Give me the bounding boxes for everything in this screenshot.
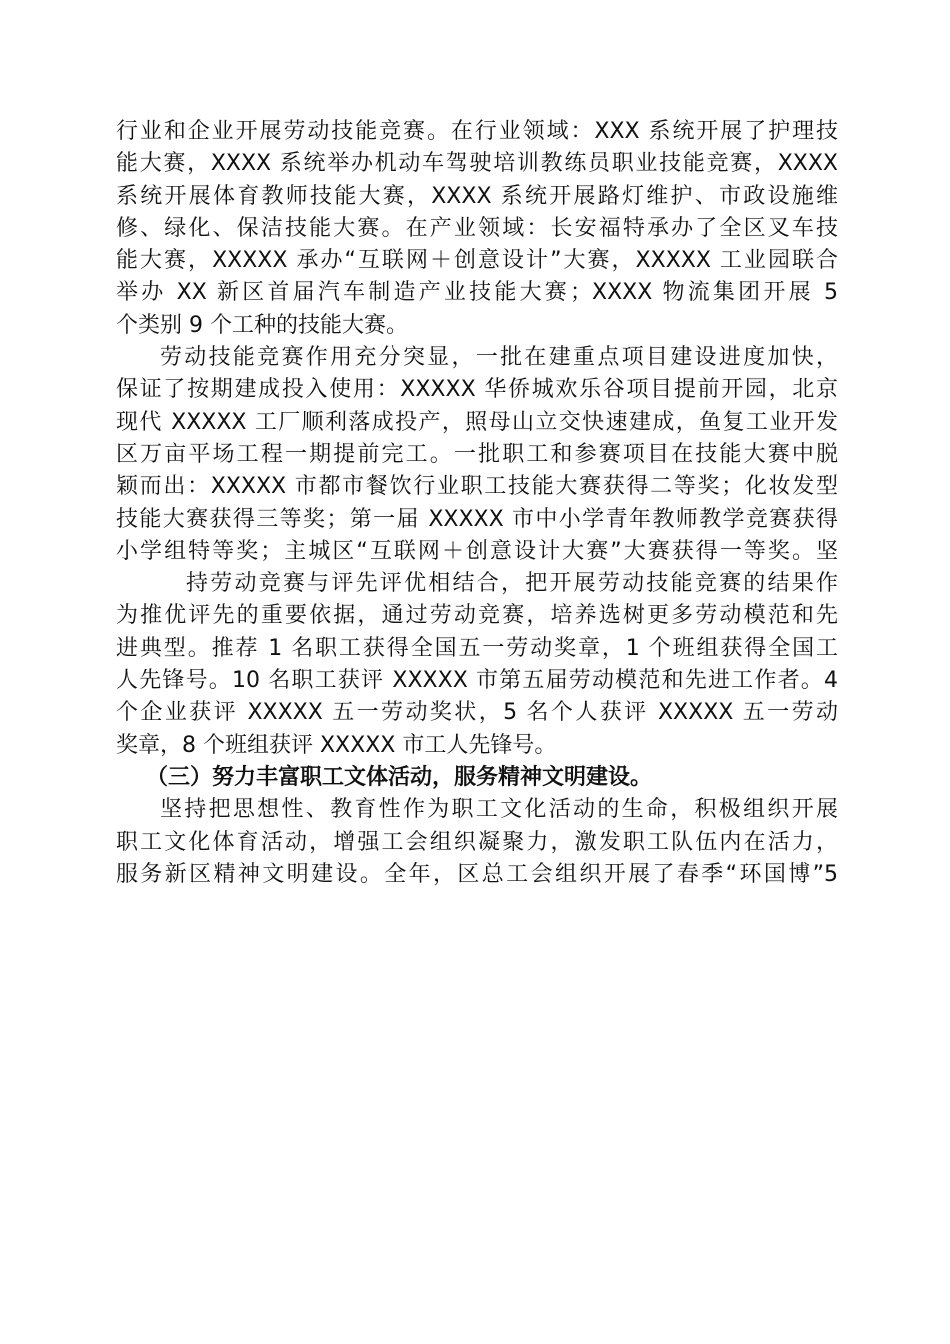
document-body: [116, 116, 838, 891]
text-line: 系统开展体育教师技能大赛，XXXX 系统开展路灯维护、市政设施维: [116, 183, 838, 209]
text-line: 保证了按期建成投入使用：XXXXX 华侨城欢乐谷项目提前开园，北京: [116, 377, 838, 403]
text-line: 修、绿化、保洁技能大赛。在产业领域：长安福特承办了全区叉车技: [116, 215, 838, 241]
text-line: 奖章，8 个班组获评 XXXXX 市工人先锋号。: [116, 732, 557, 758]
text-line: 行业和企业开展劳动技能竞赛。在行业领域：XXX 系统开展了护理技: [116, 119, 838, 144]
text-line: 服务新区精神文明建设。全年，区总工会组织开展了春季“环国博”5: [116, 861, 838, 887]
text-line: 区万亩平场工程一期提前完工。一批职工和参赛项目在技能大赛中脱: [116, 441, 838, 467]
paragraph-competition-effects: [116, 342, 838, 568]
text-line: 个企业获评 XXXXX 五一劳动奖状，5 名个人获评 XXXXX 五一劳动: [116, 700, 838, 726]
paragraph-skill-competitions: [116, 116, 838, 342]
text-line: 人先锋号。10 名职工获评 XXXXX 市第五届劳动模范和先进工作者。4: [116, 668, 838, 694]
text-line: 劳动技能竞赛作用充分突显，一批在建重点项目建设进度加快，: [160, 345, 838, 371]
text-line: 能大赛，XXXXX 承办“互联网＋创意设计”大赛，XXXXX 工业园联合: [116, 248, 838, 274]
text-line: 为推优评先的重要依据，通过劳动竞赛，培养选树更多劳动模范和先: [116, 603, 838, 629]
text-line: 持劳动竞赛与评先评优相结合，把开展劳动技能竞赛的结果作: [186, 571, 838, 597]
text-line: 现代 XXXXX 工厂顺利落成投产，照母山立交快速建成，鱼复工业开发: [116, 409, 838, 435]
text-line: 举办 XX 新区首届汽车制造产业技能大赛；XXXX 物流集团开展 5: [116, 280, 838, 306]
section-heading: （三）努力丰富职工文体活动，服务精神文明建设。: [146, 764, 653, 790]
text-line: 颖而出：XXXXX 市都市餐饮行业职工技能大赛获得二等奖；化妆发型: [116, 474, 838, 500]
text-line: 职工文化体育活动，增强工会组织凝聚力，激发职工队伍内在活力，: [116, 829, 838, 855]
text-line: 技能大赛获得三等奖；第一届 XXXXX 市中小学青年教师教学竞赛获得: [116, 506, 838, 532]
text-line: 小学组特等奖；主城区“互联网＋创意设计大赛”大赛获得一等奖。坚: [116, 538, 838, 564]
text-line: 个类别 9 个工种的技能大赛。: [116, 312, 408, 338]
paragraph-awards: [116, 568, 838, 762]
text-line: 进典型。推荐 1 名职工获得全国五一劳动奖章，1 个班组获得全国工: [116, 635, 838, 661]
paragraph-cultural-activities: [116, 794, 838, 891]
text-line: 能大赛，XXXX 系统举办机动车驾驶培训教练员职业技能竞赛，XXXX: [116, 151, 838, 177]
text-line: 坚持把思想性、教育性作为职工文化活动的生命，积极组织开展: [160, 797, 838, 823]
